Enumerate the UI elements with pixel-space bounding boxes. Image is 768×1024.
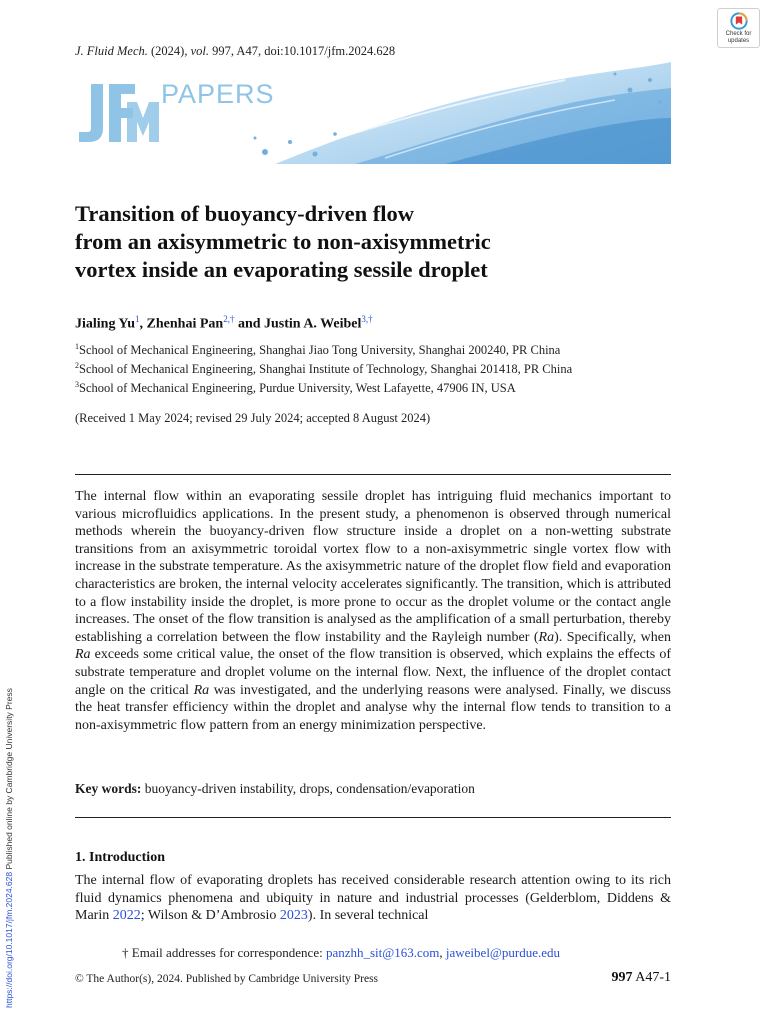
copyright-notice: © The Author(s), 2024. Published by Cambridge University Press (75, 973, 379, 985)
affiliation-marker[interactable]: 1 (135, 314, 140, 324)
abstract-text: The internal flow within an evaporating sessile droplet has intriguing fluid mechanics important to various microfluidics applications. In the present study, a phenomenon is observed through numerical methods wherein the buoyancy-driven flow structure inside a droplet on a non-wetting substrate transitions from an axisymmetric toroidal vortex flow to a non-axisymmetric single vortex flow with increase in the substrate temperature. As the axisymmetric nature of the droplet flow field and evaporation characteristics are broken, the internal velocity accelerates significantly. The transition, which is attributed to a flow instability inside the droplet, is more prone to occur as the droplet volume or the contact angle increases. The onset of the flow transition is analysed as the amplification of a small perturbation, thereby establishing a correlation between the flow instability and the Rayleigh number (Ra). Specifically, when Ra exceeds some critical value, the onset of the flow transition is observed, which explains the effects of substrate temperature and droplet volume on the internal flow. Next, the influence of the droplet contact angle on the critical Ra was investigated, and the underlying reasons were analysed. Finally, we discuss the heat transfer efficiency within the droplet and analyse why the internal flow tends to transition to a non-axisymmetric flow pattern from an energy minimization perspective. (75, 489, 671, 733)
introduction-text: The internal flow of evaporating droplets has received considerable research attention owing to its rich fluid dynamics phenomena and ubiquity in nature and industrial processes (Gelderblom, Diddens & Marin 2022; Wilson & D’Ambrosio 2023). In several technical (75, 873, 671, 924)
journal-name: J. Fluid Mech. (75, 44, 148, 58)
title-line: Transition of buoyancy-driven flow (75, 201, 414, 226)
paper-title (75, 200, 695, 284)
email-link[interactable]: panzhh_sit@163.com (325, 945, 440, 960)
water-splash-graphic (235, 62, 671, 164)
abstract-bottom-rule (75, 817, 671, 818)
correspondence-footnote: † Email addresses for correspondence: panzhh_sit@163.com, jaweibel@purdue.edu (122, 945, 561, 960)
section-heading: 1. Introduction (75, 850, 165, 865)
author-name: Jialing Yu (75, 316, 136, 332)
affiliation: $^3$School of Mechanical Engineering, Purdue University, West Lafayette, 47906 IN, USA (75, 380, 516, 396)
crossmark-icon (730, 12, 748, 30)
doi-link[interactable]: https://doi.org/10.1017/jfm.2024.628 (4, 871, 14, 1008)
volume-doi: 997, A47, doi:10.1017/jfm.2024.628 (209, 44, 396, 58)
email-link[interactable]: jaweibel@purdue.edu (445, 945, 561, 960)
badge-label: Check for updates (725, 31, 752, 44)
keywords (75, 781, 475, 797)
title-line: from an axisymmetric to non-axisymmetric (75, 229, 491, 254)
affiliation-marker[interactable]: 2,† (223, 314, 235, 324)
keywords-label: Key words: (75, 781, 142, 796)
journal-citation (75, 44, 395, 59)
author-name: Zhenhai Pan (146, 316, 224, 332)
keywords-text: buoyancy-driven instability, drops, condensation/evaporation (141, 781, 475, 796)
page-number: 997 A47-1 (611, 970, 671, 985)
affiliation-marker[interactable]: 3,† (361, 314, 373, 324)
affiliation: $^1$School of Mechanical Engineering, Shanghai Jiao Tong University, Shanghai 200240, PR China (75, 342, 561, 358)
received-dates: (Received 1 May 2024; revised 29 July 2024; accepted 8 August 2024) (75, 411, 431, 425)
author-list: Jialing Yu$^1$, Zhenhai Pan$^{2,\dagger}$ and Justin A. Weibel$^{3,\dagger}$ (75, 314, 373, 332)
abstract-top-rule (75, 474, 671, 475)
affiliation: $^2$School of Mechanical Engineering, Shanghai Institute of Technology, Shanghai 201418, PR China (75, 361, 573, 377)
volume-label: vol. (190, 44, 209, 58)
check-for-updates-badge[interactable] (717, 8, 760, 48)
journal-masthead (75, 62, 671, 164)
author-name: Justin A. Weibel (264, 316, 362, 332)
side-doi-text: https://doi.org/10.1017/jfm.2024.628 Published online by Cambridge University Press (4, 688, 14, 1008)
journal-year: (2024), (147, 44, 191, 58)
citation-link[interactable]: 2023 (279, 908, 308, 924)
title-line: vortex inside an evaporating sessile droplet (75, 257, 488, 282)
citation-link[interactable]: 2022 (112, 908, 141, 924)
papers-label: PAPERS (161, 79, 275, 109)
